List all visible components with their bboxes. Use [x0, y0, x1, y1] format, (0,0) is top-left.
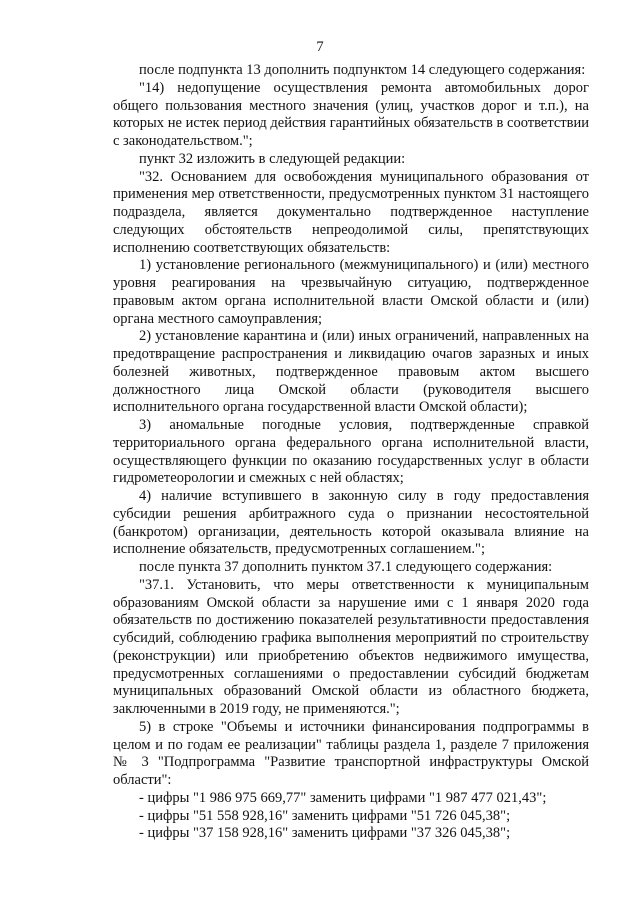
list-item-replacement-3: - цифры "37 158 928,16" заменить цифрами "37 326 045,38"; [139, 825, 511, 842]
paragraph-item-5: 5) в строке "Объемы и источники финансирования подпрограммы в целом и по годам ее реализации" таблицы раздела 1, разделе 7 приложения № 3 "Подпрограмма "Развитие транспортной инфраструктуры Омской области": [113, 718, 589, 788]
paragraph-point-32-item-2: 2) установление карантина и (или) иных ограничений, направленных на предотвращение распространения и ликвидацию очагов заразных и иных болезней животных, подтвержденное правовым актом высшего должностного лица Омской области (руководителя высшего исполнительного органа государственной власти Омской области); [113, 328, 589, 416]
page-number: 7 [316, 39, 324, 55]
paragraph-instruction-add-subpoint-14: после подпункта 13 дополнить подпунктом 14 следующего содержания: [139, 62, 586, 78]
paragraph-point-37-1: "37.1. Установить, что меры ответственности к муниципальным образованиям Омской области за нарушение ими с 1 января 2020 года обязательств по достижению показателей результативности предоставления субсидий, соблюдению графика выполнения мероприятий по строительству (реконструкции) или приобретению объектов недвижимого имущества, предусмотренных соглашениями о предоставлении субсидий бюджетам муниципальных образований Омской области из областного бюджета, заключенными в 2019 году, не применяются."; [113, 576, 589, 717]
paragraph-point-32-item-3: 3) аномальные погодные условия, подтвержденные справкой территориального органа федерального органа исполнительной власти, осуществляющего функции по оказанию государственных услуг в области гидрометеорологии и смежных с ней областях; [113, 417, 589, 487]
paragraph-instruction-add-point-37-1: после пункта 37 дополнить пунктом 37.1 следующего содержания: [139, 559, 553, 575]
paragraph-point-32: "32. Основанием для освобождения муниципального образования от применения мер ответственности, предусмотренных пунктом 31 настоящего подраздела, является документально подтвержденное наступление следующих обстоятельств непреодолимой силы, препятствующих исполнению соответствующих обязательств: [113, 168, 589, 256]
paragraph-point-32-item-1: 1) установление регионального (межмуниципального) и (или) местного уровня реагирования на чрезвычайную ситуацию, подтвержденное правовым актом органа исполнительной власти Омской области и (или) органа местного самоуправления; [113, 257, 589, 327]
paragraph-point-32-item-4: 4) наличие вступившего в законную силу в году предоставления субсидии решения арбитражного суда о признании несостоятельной (банкротом) организации, деятельность которой оказывала влияние на исполнение обязательств, предусмотренных соглашением."; [113, 488, 589, 558]
list-item-replacement-2: - цифры "51 558 928,16" заменить цифрами "51 726 045,38"; [139, 807, 511, 824]
paragraph-instruction-point-32: пункт 32 изложить в следующей редакции: [139, 150, 406, 167]
paragraph-subpoint-14: "14) недопущение осуществления ремонта автомобильных дорог общего пользования местного значения (улиц, участков дорог и т.п.), на которых не истек период действия гарантийных обязательств в соответствии с законодательством."; [113, 79, 589, 149]
document-body [113, 62, 589, 843]
list-item-replacement-1: - цифры "1 986 975 669,77" заменить цифрами "1 987 477 021,43"; [139, 789, 547, 806]
